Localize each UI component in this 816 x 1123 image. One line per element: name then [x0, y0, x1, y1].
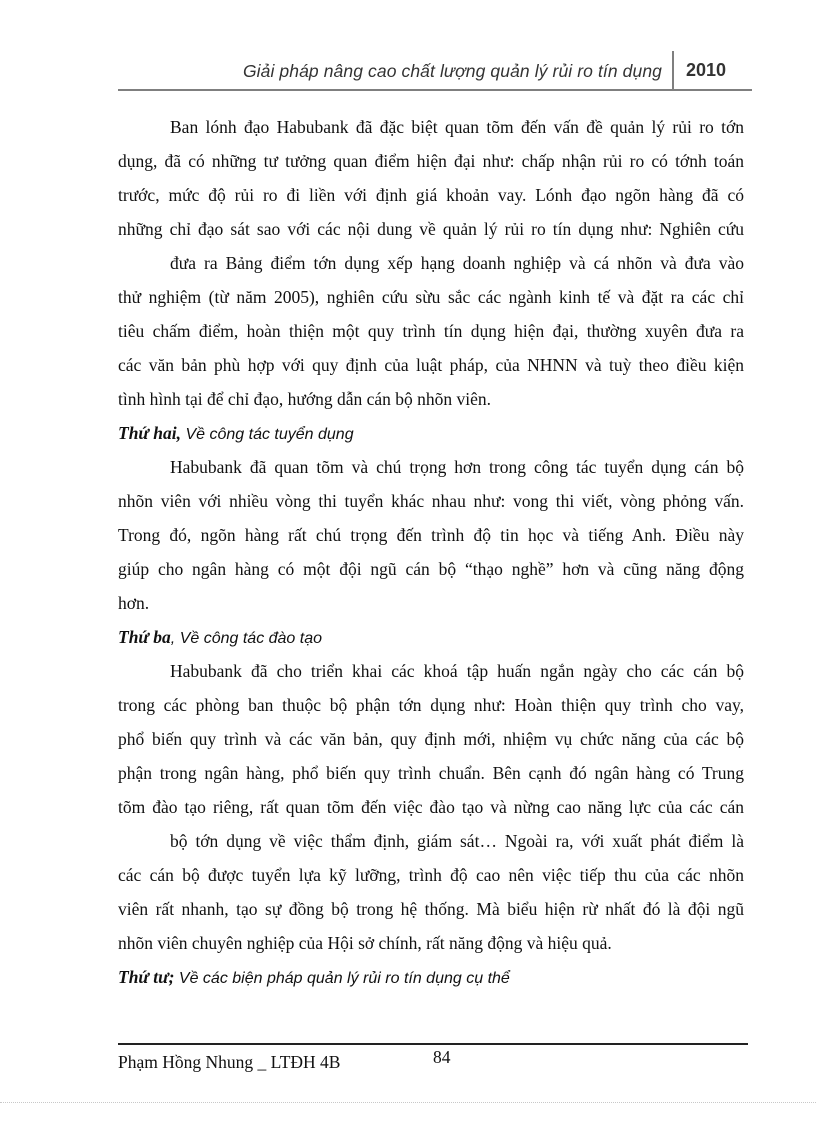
paragraph-leadership [118, 110, 744, 416]
text-line: những chỉ đạo sát sao với các nội dung về quản lý rủi ro tín dụng như: Nghiên cứu [118, 219, 744, 239]
text-line: phổ biến quy trình và các văn bản, quy định mới, nhiệm vụ chức năng của các bộ [118, 729, 744, 749]
text-line: hơn. [118, 593, 150, 613]
text-line: Habubank đã cho triển khai các khoá tập huấn ngắn ngày cho các cán bộ [170, 661, 744, 681]
text-line: các văn bản phù hợp với quy định của luật pháp, của NHNN và tuỳ theo điều kiện [118, 355, 744, 375]
header-title: Giải pháp nâng cao chất lượng quản lý rủi ro tín dụng [242, 61, 662, 81]
footer-rule [118, 1043, 748, 1045]
text-line: thử nghiệm (từ năm 2005), nghiên cứu sừu sắc các ngành kinh tế và đặt ra các chỉ [118, 287, 744, 307]
text-line: Trong đó, ngõn hàng rất chú trọng đến trình độ tin học và tiếng Anh. Điều này [118, 525, 744, 545]
heading-lead: Thứ hai, [118, 423, 182, 443]
text-line: nhõn viên với nhiều vòng thi tuyển khác nhau như: vong thi viết, vòng phỏng vấn. [118, 491, 744, 511]
text-line: viên rất nhanh, tạo sự đồng bộ trong hệ thống. Mà biểu hiện rừ nhất đó là đội ngũ [118, 899, 744, 919]
text-line: bộ tớn dụng về việc thẩm định, giám sát… Ngoài ra, với xuất phát điểm là [170, 831, 744, 851]
text-line: trong các phòng ban thuộc bộ phận tớn dụng như: Hoàn thiện quy trình cho vay, [118, 695, 744, 715]
section-heading-risk-measures [118, 960, 744, 994]
text-line: trước, mức độ rủi ro đi liền với định giá khoản vay. Lónh đạo ngõn hàng đã có [118, 185, 744, 205]
text-line: các cán bộ được tuyển lựa kỹ lưỡng, trình độ cao nên việc tiếp thu của các nhõn [118, 865, 744, 885]
page-footer [118, 1043, 748, 1083]
heading-text: Về công tác tuyển dụng [181, 426, 354, 443]
text-line: tình hình tại để chỉ đạo, hướng dẫn cán bộ nhõn viên. [118, 389, 492, 409]
bottom-dotted-border [0, 1102, 816, 1103]
document-body [118, 110, 744, 994]
text-line: Ban lónh đạo Habubank đã đặc biệt quan tõm đến vấn đề quản lý rủi ro tớn [170, 117, 744, 137]
section-heading-training [118, 620, 744, 654]
text-line: đưa ra Bảng điểm tớn dụng xếp hạng doanh nghiệp và cá nhõn và đưa vào [170, 253, 744, 273]
footer-author: Phạm Hồng Nhung _ LTĐH 4B [118, 1052, 341, 1072]
paragraph-recruitment [118, 450, 744, 620]
heading-lead: Thứ tư; [118, 967, 175, 987]
text-line: dụng, đã có những tư tưởng quan điểm hiện đại như: chấp nhận rủi ro có tớnh toán [118, 151, 744, 171]
text-line: phận trong ngân hàng, phổ biến quy trình chuẩn. Bên cạnh đó ngân hàng có Trung [118, 763, 744, 783]
text-line: giúp cho ngân hàng có một đội ngũ cán bộ “thạo nghề” hơn và cũng năng động [118, 559, 744, 579]
paragraph-training [118, 654, 744, 960]
page-number: 84 [433, 1047, 451, 1067]
text-line: tiêu chấm điểm, hoàn thiện một quy trình tín dụng hiện đại, thường xuyên đưa ra [118, 321, 744, 341]
text-line: tõm đào tạo riêng, rất quan tõm đến việc đào tạo và nừng cao năng lực của các cán [118, 797, 744, 817]
text-line: Habubank đã quan tõm và chú trọng hơn trong công tác tuyển dụng cán bộ [170, 457, 744, 477]
section-heading-recruitment [118, 416, 744, 450]
header-year: 2010 [685, 60, 726, 80]
text-line: nhõn viên chuyên nghiệp của Hội sở chính, rất năng động và hiệu quả. [118, 933, 612, 953]
heading-text: Về các biện pháp quản lý rủi ro tín dụng cụ thể [174, 970, 510, 987]
header-separator [672, 51, 674, 89]
heading-lead: Thứ ba [118, 627, 171, 647]
page-header [118, 55, 752, 91]
heading-text: , Về công tác đào tạo [170, 630, 323, 647]
